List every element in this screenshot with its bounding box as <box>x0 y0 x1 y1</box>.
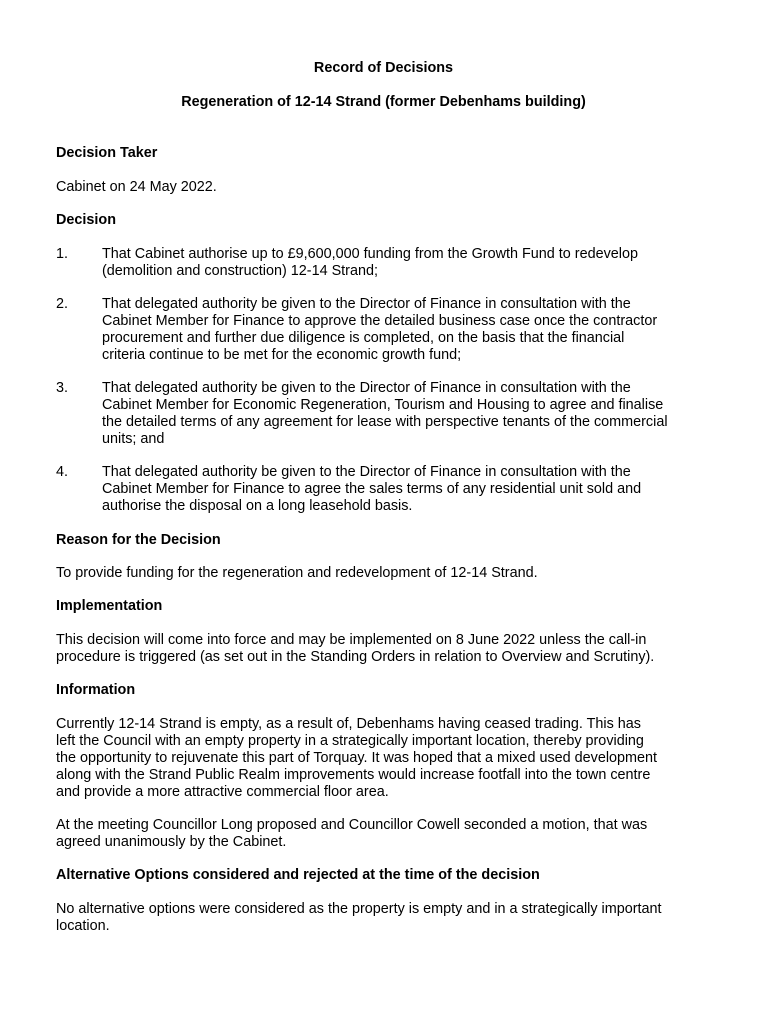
decision-item-number: 4. <box>56 464 69 480</box>
decision-item-line: That delegated authority be given to the Director of Finance in consultation with the <box>102 464 631 480</box>
information-line: agreed unanimously by the Cabinet. <box>56 834 287 850</box>
decision-item-line: authorise the disposal on a long leasehold basis. <box>102 498 413 514</box>
decision-item-line: the detailed terms of any agreement for lease with perspective tenants of the commercial <box>102 414 668 430</box>
information-heading: Information <box>56 682 136 698</box>
decision-taker-heading: Decision Taker <box>56 145 158 161</box>
decision-item-line: That Cabinet authorise up to £9,600,000 funding from the Growth Fund to redevelop <box>102 246 638 262</box>
reason-text <box>56 565 716 582</box>
information-line: Currently 12-14 Strand is empty, as a result of, Debenhams having ceased trading. This has <box>56 716 641 732</box>
decision-item-line: units; and <box>102 431 165 447</box>
document-subtitle: Regeneration of 12-14 Strand (former Debenhams building) <box>181 94 586 110</box>
alternatives-line: location. <box>56 918 110 934</box>
alternatives-heading: Alternative Options considered and rejected at the time of the decision <box>56 867 540 883</box>
alternatives-line: No alternative options were considered as the property is empty and in a strategically important <box>56 901 662 917</box>
alternatives-text <box>56 901 716 935</box>
decision-heading: Decision <box>56 212 116 228</box>
information-line: and provide a more attractive commercial floor area. <box>56 784 389 800</box>
information-line: the opportunity to rejuvenate this part of Torquay. It was hoped that a mixed used development <box>56 750 658 766</box>
decision-item-line: That delegated authority be given to the Director of Finance in consultation with the <box>102 296 631 312</box>
decision-item-line: (demolition and construction) 12-14 Strand; <box>102 263 378 279</box>
implementation-text <box>56 632 716 666</box>
decision-item-line: That delegated authority be given to the Director of Finance in consultation with the <box>102 380 631 396</box>
information-line: along with the Strand Public Realm improvements would increase footfall into the town centre <box>56 767 651 783</box>
decision-item-line: criteria continue to be met for the economic growth fund; <box>102 347 462 363</box>
information-paragraph-2 <box>56 817 716 851</box>
decision-taker-text <box>56 179 716 196</box>
implementation-line: procedure is triggered (as set out in the Standing Orders in relation to Overview and Scrutiny). <box>56 649 655 665</box>
information-paragraph-1 <box>56 716 716 801</box>
decision-item-line: Cabinet Member for Finance to approve the detailed business case once the contractor <box>102 313 658 329</box>
information-line: At the meeting Councillor Long proposed and Councillor Cowell seconded a motion, that was <box>56 817 648 833</box>
decision-item-line: Cabinet Member for Economic Regeneration, Tourism and Housing to agree and finalise <box>102 397 664 413</box>
reason-heading: Reason for the Decision <box>56 532 221 548</box>
decision-item-number: 3. <box>56 380 69 396</box>
information-line: left the Council with an empty property in a strategically important location, thereby providing <box>56 733 644 749</box>
document-title: Record of Decisions <box>313 60 454 76</box>
decision-item-line: Cabinet Member for Finance to agree the sales terms of any residential unit sold and <box>102 481 642 497</box>
decision-item-number: 2. <box>56 296 69 312</box>
decision-item-line: procurement and further due diligence is completed, on the basis that the financial <box>102 330 625 346</box>
decision-item-number: 1. <box>56 246 69 262</box>
implementation-heading: Implementation <box>56 598 163 614</box>
decision-taker-line: Cabinet on 24 May 2022. <box>56 179 217 195</box>
reason-line: To provide funding for the regeneration and redevelopment of 12-14 Strand. <box>56 565 538 581</box>
implementation-line: This decision will come into force and may be implemented on 8 June 2022 unless the call-in <box>56 632 647 648</box>
